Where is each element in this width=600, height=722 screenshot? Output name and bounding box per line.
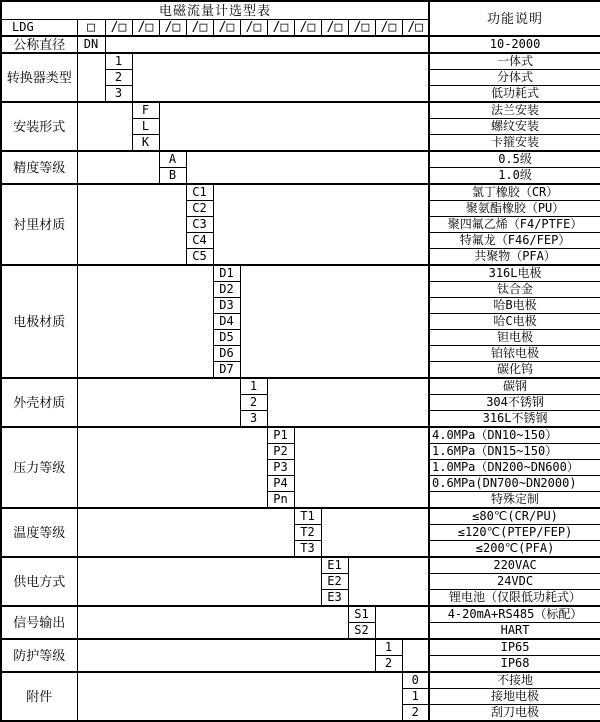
desc-cell: 螺纹安装 xyxy=(429,119,600,135)
code-cell: 1 xyxy=(402,689,429,705)
desc-cell: IP65 xyxy=(429,639,600,656)
filler-left xyxy=(77,53,105,102)
model-code-box: /□ xyxy=(186,19,213,36)
table-title: 电磁流量计选型表 xyxy=(1,1,429,19)
filler-left xyxy=(77,265,213,378)
function-description-header: 功能说明 xyxy=(429,1,600,36)
filler-left xyxy=(77,427,267,508)
code-cell: D4 xyxy=(213,314,240,330)
code-cell: P3 xyxy=(267,460,294,476)
filler-right xyxy=(267,378,429,427)
section-label: 公称直径 xyxy=(1,36,77,53)
desc-cell: 接地电极 xyxy=(429,689,600,705)
code-cell: F xyxy=(132,102,159,119)
desc-cell: 聚氨酯橡胶（PU） xyxy=(429,201,600,217)
section-label: 防护等级 xyxy=(1,639,77,672)
desc-cell: 低功耗式 xyxy=(429,86,600,103)
desc-cell: 0.6MPa(DN700~DN2000) xyxy=(429,476,600,492)
code-cell: C2 xyxy=(186,201,213,217)
filler-right xyxy=(105,36,429,53)
desc-cell: 316L电极 xyxy=(429,265,600,282)
code-cell: S2 xyxy=(348,623,375,640)
filler-right xyxy=(186,151,429,184)
desc-cell: 卡箍安装 xyxy=(429,135,600,152)
code-cell: 1 xyxy=(240,378,267,395)
desc-cell: ≤80℃(CR/PU) xyxy=(429,508,600,525)
model-code-box: /□ xyxy=(348,19,375,36)
model-code-box: □ xyxy=(77,19,105,36)
code-cell: E3 xyxy=(321,590,348,607)
code-cell: C1 xyxy=(186,184,213,201)
desc-cell: 220VAC xyxy=(429,557,600,574)
filler-right xyxy=(348,557,429,606)
code-cell: D2 xyxy=(213,282,240,298)
desc-cell: 4.0MPa（DN10~150） xyxy=(429,427,600,444)
code-cell: T3 xyxy=(294,541,321,558)
model-code-box: /□ xyxy=(375,19,402,36)
desc-cell: 分体式 xyxy=(429,70,600,86)
model-code-box: /□ xyxy=(402,19,429,36)
desc-cell: 铂铱电极 xyxy=(429,346,600,362)
desc-cell: 碳钢 xyxy=(429,378,600,395)
desc-cell: 聚四氟乙烯（F4/PTFE） xyxy=(429,217,600,233)
section-label: 温度等级 xyxy=(1,508,77,557)
filler-left xyxy=(77,102,132,151)
code-cell: P4 xyxy=(267,476,294,492)
desc-cell: 0.5级 xyxy=(429,151,600,168)
desc-cell: 不接地 xyxy=(429,672,600,689)
code-cell: D7 xyxy=(213,362,240,379)
desc-cell: 1.0级 xyxy=(429,168,600,185)
filler-left xyxy=(77,378,240,427)
code-cell: T2 xyxy=(294,525,321,541)
desc-cell: 钽电极 xyxy=(429,330,600,346)
filler-left xyxy=(77,508,294,557)
code-cell: D1 xyxy=(213,265,240,282)
filler-right xyxy=(132,53,429,102)
desc-cell: IP68 xyxy=(429,656,600,673)
filler-right xyxy=(213,184,429,265)
desc-cell: 哈B电极 xyxy=(429,298,600,314)
model-code-box: /□ xyxy=(267,19,294,36)
code-cell: 1 xyxy=(375,639,402,656)
filler-left xyxy=(77,639,375,672)
code-cell: A xyxy=(159,151,186,168)
model-code-box: /□ xyxy=(213,19,240,36)
filler-right xyxy=(240,265,429,378)
model-code-box: /□ xyxy=(105,19,132,36)
filler-left xyxy=(77,672,402,721)
desc-cell: 316L不锈钢 xyxy=(429,411,600,428)
desc-cell: 特殊定制 xyxy=(429,492,600,509)
desc-cell: 钛合金 xyxy=(429,282,600,298)
desc-cell: 特氟龙（F46/FEP） xyxy=(429,233,600,249)
desc-cell: 1.0MPa（DN200~DN600） xyxy=(429,460,600,476)
model-prefix: LDG xyxy=(1,19,77,36)
code-cell: 2 xyxy=(375,656,402,673)
section-label: 转换器类型 xyxy=(1,53,77,102)
code-cell: 2 xyxy=(240,395,267,411)
code-cell: Pn xyxy=(267,492,294,509)
filler-right xyxy=(375,606,429,639)
section-label: 衬里材质 xyxy=(1,184,77,265)
code-cell: 0 xyxy=(402,672,429,689)
desc-cell: ≤200℃(PFA) xyxy=(429,541,600,558)
desc-cell: 一体式 xyxy=(429,53,600,70)
section-label: 附件 xyxy=(1,672,77,721)
section-label: 压力等级 xyxy=(1,427,77,508)
section-label: 电极材质 xyxy=(1,265,77,378)
code-cell: D6 xyxy=(213,346,240,362)
desc-cell: 哈C电极 xyxy=(429,314,600,330)
desc-cell: 氯丁橡胶（CR） xyxy=(429,184,600,201)
filler-left xyxy=(77,151,159,184)
code-cell: 1 xyxy=(105,53,132,70)
model-code-box: /□ xyxy=(132,19,159,36)
code-cell: D3 xyxy=(213,298,240,314)
code-cell: E1 xyxy=(321,557,348,574)
filler-left xyxy=(77,606,348,639)
desc-cell: 法兰安装 xyxy=(429,102,600,119)
desc-cell: 304不锈钢 xyxy=(429,395,600,411)
desc-cell: 碳化钨 xyxy=(429,362,600,379)
section-label: 安装形式 xyxy=(1,102,77,151)
code-cell: P1 xyxy=(267,427,294,444)
code-cell: K xyxy=(132,135,159,152)
code-cell: 2 xyxy=(402,705,429,722)
section-label: 供电方式 xyxy=(1,557,77,606)
code-cell: C4 xyxy=(186,233,213,249)
desc-cell: 4-20mA+RS485（标配） xyxy=(429,606,600,623)
desc-cell: ≤120℃(PTEP/FEP) xyxy=(429,525,600,541)
code-cell: 2 xyxy=(105,70,132,86)
code-cell: 3 xyxy=(105,86,132,103)
filler-right xyxy=(294,427,429,508)
model-code-box: /□ xyxy=(294,19,321,36)
code-cell: E2 xyxy=(321,574,348,590)
code-cell: B xyxy=(159,168,186,185)
section-label: 外壳材质 xyxy=(1,378,77,427)
desc-cell: 共聚物（PFA） xyxy=(429,249,600,266)
code-cell: S1 xyxy=(348,606,375,623)
desc-cell: 刮刀电极 xyxy=(429,705,600,722)
code-cell: C5 xyxy=(186,249,213,266)
filler-right xyxy=(159,102,429,151)
code-cell: L xyxy=(132,119,159,135)
filler-left xyxy=(77,184,186,265)
desc-cell: 10-2000 xyxy=(429,36,600,53)
desc-cell: HART xyxy=(429,623,600,640)
desc-cell: 1.6MPa（DN15~150） xyxy=(429,444,600,460)
filler-left xyxy=(77,557,321,606)
desc-cell: 24VDC xyxy=(429,574,600,590)
model-code-box: /□ xyxy=(240,19,267,36)
code-cell: 3 xyxy=(240,411,267,428)
model-code-box: /□ xyxy=(321,19,348,36)
code-cell: P2 xyxy=(267,444,294,460)
code-cell: DN xyxy=(77,36,105,53)
filler-right xyxy=(402,639,429,672)
code-cell: C3 xyxy=(186,217,213,233)
desc-cell: 锂电池（仅限低功耗式） xyxy=(429,590,600,607)
code-cell: T1 xyxy=(294,508,321,525)
filler-right xyxy=(321,508,429,557)
model-code-box: /□ xyxy=(159,19,186,36)
section-label: 精度等级 xyxy=(1,151,77,184)
code-cell: D5 xyxy=(213,330,240,346)
section-label: 信号输出 xyxy=(1,606,77,639)
